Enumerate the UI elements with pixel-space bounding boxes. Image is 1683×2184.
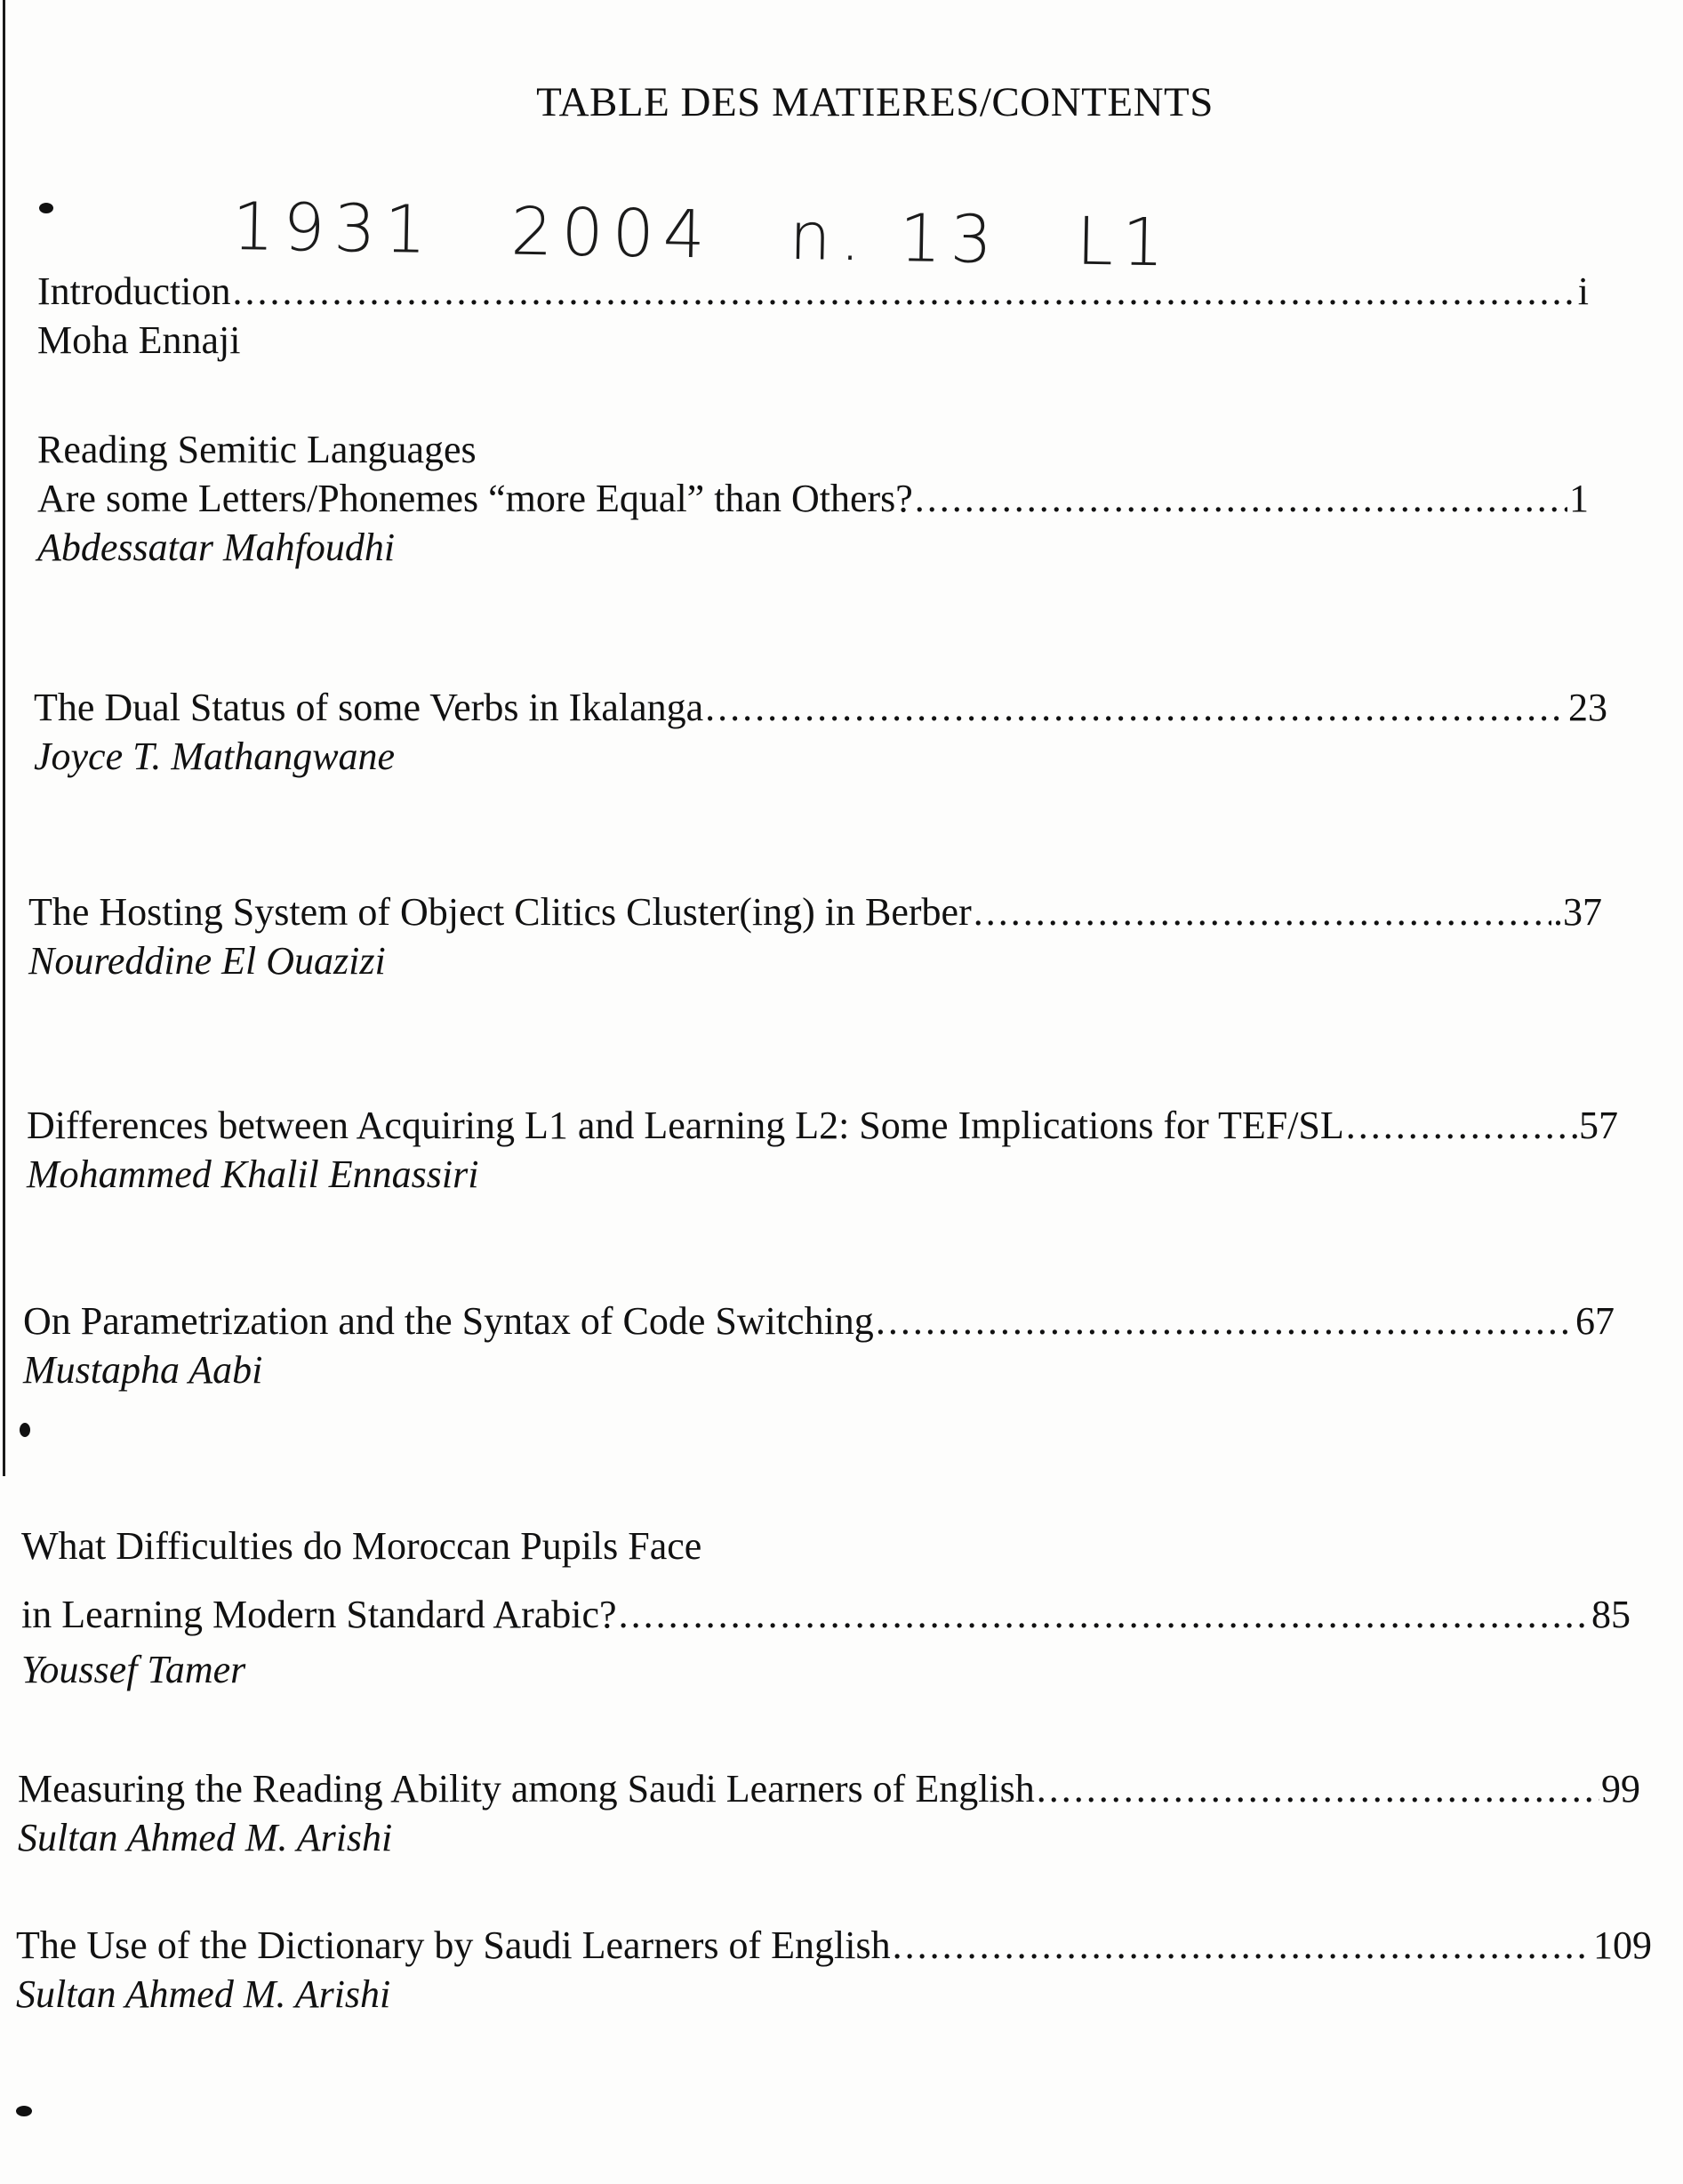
leader-dots — [1346, 1101, 1577, 1150]
toc-entry-title-line — [27, 1101, 1618, 1150]
toc-entry-title: Differences between Acquiring L1 and Learning L2: Some Implications for TEF/SL — [27, 1104, 1344, 1147]
handwritten-shelf: L1 — [1076, 203, 1174, 282]
leader-dots — [619, 1580, 1590, 1649]
toc-entry-page: 67 — [1575, 1299, 1615, 1343]
toc-entry-title-line — [37, 474, 1589, 523]
toc-entry — [21, 1512, 1631, 1694]
toc-entry-title: in Learning Modern Standard Arabic? — [21, 1593, 617, 1636]
leader-dots — [705, 683, 1567, 732]
toc-entry-title-line — [37, 267, 1589, 316]
toc-entry-author: Mustapha Aabi — [23, 1348, 263, 1392]
toc-entry — [28, 887, 1602, 985]
toc-entry — [27, 1101, 1618, 1199]
ink-mark-top — [39, 203, 53, 213]
toc-entry-page: 109 — [1593, 1923, 1652, 1967]
leader-dots — [233, 267, 1576, 316]
toc-entry-author: Sultan Ahmed M. Arishi — [16, 1972, 391, 2016]
toc-entry-title: Reading Semitic Languages — [37, 428, 477, 471]
leader-dots — [1037, 1764, 1599, 1813]
toc-entry-title: The Hosting System of Object Clitics Cluster(ing) in Berber — [28, 890, 972, 934]
toc-entry-title: Measuring the Reading Ability among Saudi Learners of English — [18, 1767, 1035, 1811]
page-left-border — [3, 0, 5, 1476]
leader-dots — [893, 1921, 1591, 1970]
toc-entry-page: 23 — [1568, 686, 1607, 729]
leader-dots — [974, 887, 1551, 936]
toc-entry — [34, 683, 1607, 781]
ink-mark-bottom — [16, 2106, 32, 2116]
toc-entry-author: Youssef Tamer — [21, 1648, 246, 1691]
handwritten-call-number: 1931 — [231, 189, 437, 269]
toc-entry-author: Abdessatar Mahfoudhi — [37, 526, 396, 569]
toc-entry-title: The Use of the Dictionary by Saudi Learners of English — [16, 1923, 891, 1967]
toc-entry-page: 85 — [1591, 1593, 1631, 1636]
toc-entry-page: i — [1577, 269, 1589, 313]
toc-entry-title: Are some Letters/Phonemes “more Equal” than Others? — [37, 477, 913, 520]
ink-mark-middle — [20, 1423, 30, 1437]
toc-entry-author: Mohammed Khalil Ennassiri — [27, 1152, 479, 1196]
toc-entry-author: Moha Ennaji — [37, 318, 241, 362]
toc-entry-title-line — [18, 1764, 1640, 1813]
page-title: TABLE DES MATIERES/CONTENTS — [536, 79, 1214, 125]
toc-entry-title-line — [23, 1297, 1615, 1345]
toc-entry-title: What Difficulties do Moroccan Pupils Face — [21, 1524, 702, 1568]
toc-entry-title-line — [34, 683, 1607, 732]
toc-entry-page: 57 — [1579, 1104, 1618, 1147]
toc-entry — [18, 1764, 1640, 1862]
toc-entry-title-line — [21, 1580, 1631, 1649]
toc-entry-page: .37 — [1553, 890, 1602, 934]
toc-entry — [37, 267, 1589, 365]
toc-entry-page: 1 — [1569, 477, 1589, 520]
toc-entry-title-line — [16, 1921, 1652, 1970]
handwritten-issue: n. 13 — [789, 197, 1002, 279]
leader-dots — [915, 474, 1567, 523]
toc-entry — [16, 1921, 1652, 2019]
toc-entry-title: On Parametrization and the Syntax of Code Switching — [23, 1299, 874, 1343]
toc-entry-title-line — [28, 887, 1602, 936]
toc-entry-title: Introduction — [37, 269, 231, 313]
toc-entry-author: Sultan Ahmed M. Arishi — [18, 1816, 393, 1859]
toc-entry-title: The Dual Status of some Verbs in Ikalanga — [34, 686, 704, 729]
toc-entry-author: Noureddine El Ouazizi — [28, 939, 386, 983]
leader-dots — [876, 1297, 1574, 1345]
handwritten-year: 2004 — [509, 193, 715, 274]
toc-entry-page: 99 — [1601, 1767, 1640, 1811]
toc-entry — [37, 425, 1589, 572]
toc-entry — [23, 1297, 1615, 1394]
toc-entry-author: Joyce T. Mathangwane — [34, 735, 396, 778]
